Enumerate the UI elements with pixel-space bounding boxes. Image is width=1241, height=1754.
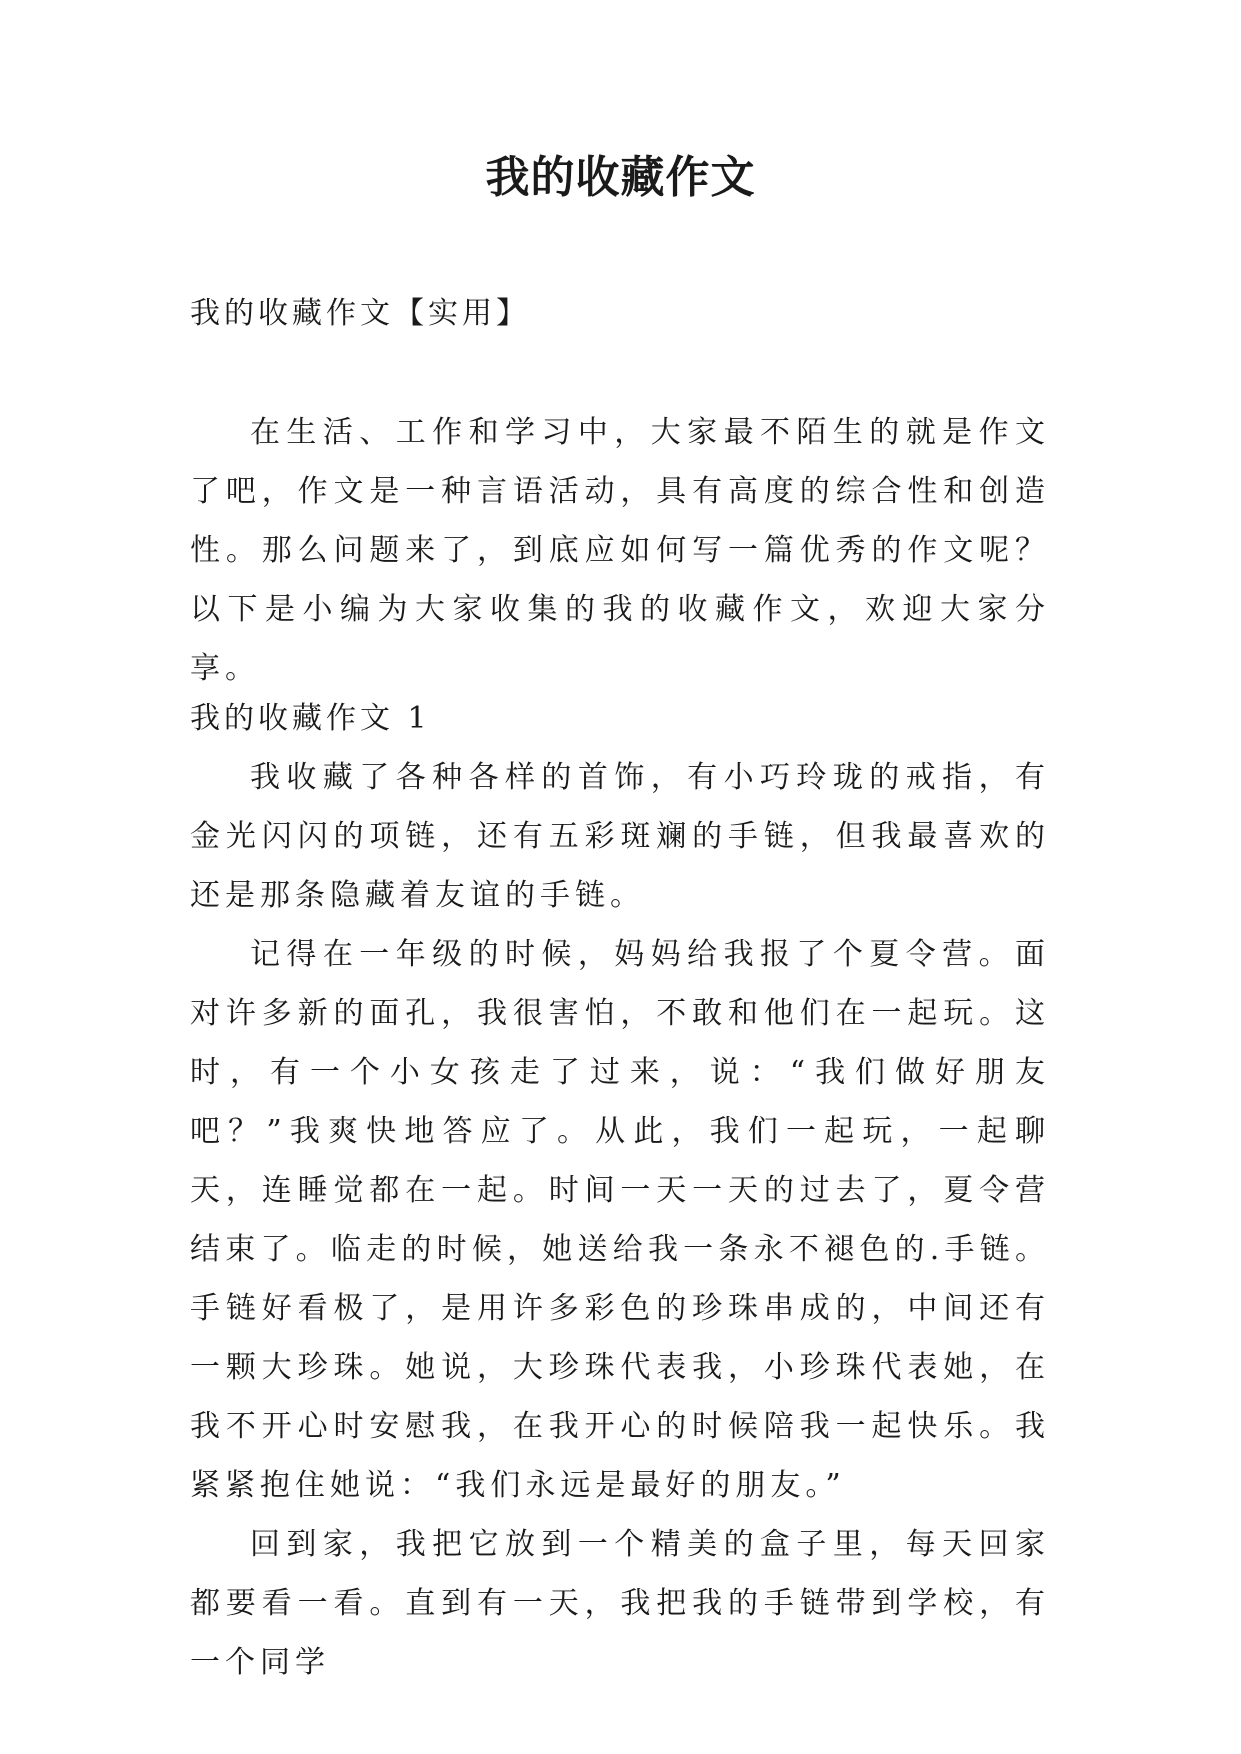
essay-paragraph-3: 回到家，我把它放到一个精美的盒子里，每天回家都要看一看。直到有一天，我把我的手链带到学校，有一个同学 — [190, 1527, 1050, 1680]
essay-paragraph-1: 我收藏了各种各样的首饰，有小巧玲珑的戒指，有金光闪闪的项链，还有五彩斑斓的手链，但我最喜欢的还是那条隐藏着友谊的手链。 — [190, 760, 1050, 913]
essay-paragraph-2: 记得在一年级的时候，妈妈给我报了个夏令营。面对许多新的面孔，我很害怕，不敢和他们在一起玩。这时，有一个小女孩走了过来，说：“我们做好朋友吧？”我爽快地答应了。从此，我们一起玩，一起聊天，连睡觉都在一起。时间一天一天的过去了，夏令营结束了。临走的时候，她送给我一条永不褪色的.手链。手链好看极了，是用许多彩色的珍珠串成的，中间还有一颗大珍珠。她说，大珍珠代表我，小珍珠代表她，在我不开心时安慰我，在我开心的时候陪我一起快乐。我紧紧抱住她说：“我们永远是最好的朋友。” — [190, 937, 1050, 1503]
intro-paragraph: 在生活、工作和学习中，大家最不陌生的就是作文了吧，作文是一种言语活动，具有高度的综合性和创造性。那么问题来了，到底应如何写一篇优秀的作文呢？以下是小编为大家收集的我的收藏作文，欢迎大家分享。 — [190, 415, 1050, 686]
essay-body — [190, 748, 1050, 1692]
document-title: 我的收藏作文 — [485, 152, 756, 203]
document-subtitle: 我的收藏作文【实用】 — [190, 296, 530, 331]
intro-section — [190, 403, 1050, 698]
essay-heading: 我的收藏作文 1 — [190, 701, 431, 736]
